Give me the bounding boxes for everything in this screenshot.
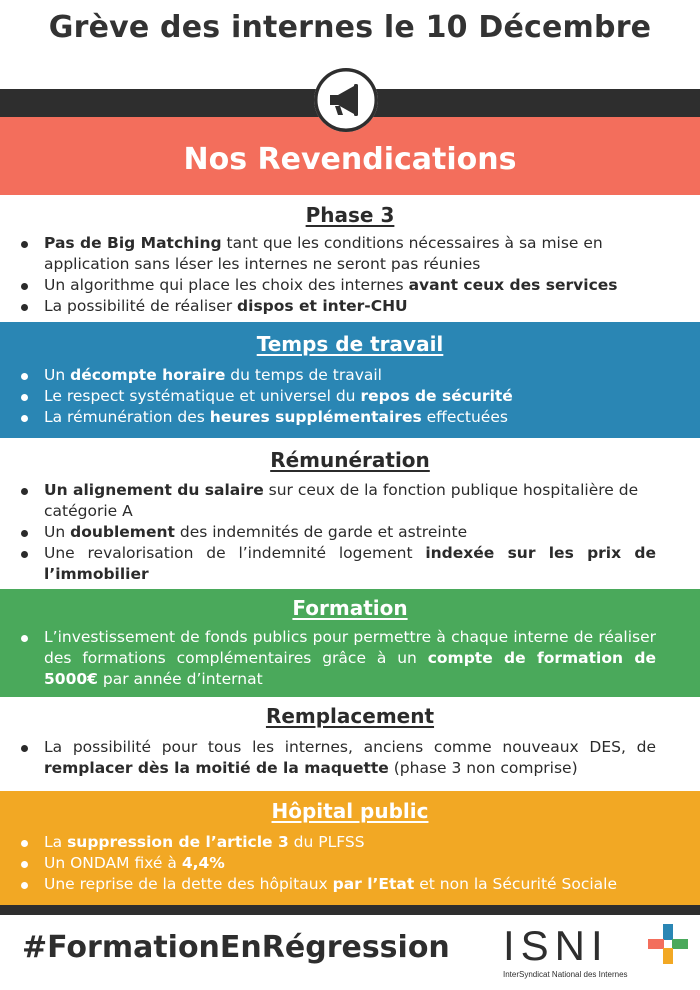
list-item bbox=[0, 480, 700, 522]
text: Un ONDAM fixé à bbox=[44, 854, 182, 872]
text: La possibilité pour tous les internes, anciens comme nouveaux DES, de bbox=[44, 738, 656, 756]
list-item bbox=[0, 365, 700, 386]
list-item bbox=[0, 386, 700, 407]
text: La rémunération des bbox=[44, 408, 210, 426]
item-list bbox=[0, 627, 700, 690]
item-list bbox=[0, 233, 700, 317]
section-remuneration bbox=[0, 438, 700, 589]
text: du PLFSS bbox=[288, 833, 365, 851]
bold-text: avant ceux des services bbox=[408, 276, 618, 294]
text: Un algorithme qui place les choix des internes bbox=[44, 276, 409, 294]
section-remplacement bbox=[0, 697, 700, 791]
section-title: Remplacement bbox=[265, 704, 435, 728]
bold-text: remplacer dès la moitié de la maquette bbox=[44, 759, 389, 777]
megaphone-icon bbox=[314, 68, 378, 132]
bold-text: 4,4% bbox=[181, 854, 225, 872]
page-title: Grève des internes le 10 Décembre bbox=[48, 10, 652, 45]
section-title: Formation bbox=[292, 596, 408, 620]
text: Un bbox=[44, 366, 71, 384]
bold-text: compte de formation de 5000€ bbox=[44, 649, 656, 688]
footer-divider-band bbox=[0, 905, 700, 915]
item-list bbox=[0, 832, 700, 895]
text: Un bbox=[44, 523, 71, 541]
text: Le respect systématique et universel du bbox=[44, 387, 361, 405]
text: L’investissement de fonds publics pour permettre à chaque interne de réaliser des formations complémentaires grâce à un bbox=[44, 628, 656, 667]
text: des indemnités de garde et astreinte bbox=[174, 523, 468, 541]
bold-text: par l’Etat bbox=[332, 875, 415, 893]
subtitle: Nos Revendications bbox=[183, 141, 517, 177]
plus-icon bbox=[648, 924, 688, 964]
item-list bbox=[0, 365, 700, 428]
text: (phase 3 non comprise) bbox=[388, 759, 578, 777]
text: sur ceux de la fonction publique hospitalière de catégorie A bbox=[44, 481, 639, 520]
text: tant que les conditions nécessaires à sa mise en application sans léser les internes ne seront pas réunies bbox=[44, 234, 603, 273]
list-item bbox=[0, 407, 700, 428]
list-item bbox=[0, 543, 700, 585]
section-title: Phase 3 bbox=[305, 203, 395, 227]
bold-text: Un alignement du salaire bbox=[44, 481, 264, 499]
text: Une revalorisation de l’indemnité logement bbox=[44, 544, 426, 562]
text: effectuées bbox=[421, 408, 508, 426]
section-title: Temps de travail bbox=[256, 332, 444, 356]
list-item bbox=[0, 233, 700, 275]
list-item bbox=[0, 275, 700, 296]
logo-text: ISNI bbox=[503, 922, 609, 969]
list-item bbox=[0, 853, 700, 874]
section-title: Hôpital public bbox=[271, 799, 429, 823]
text: La bbox=[44, 833, 68, 851]
isni-logo bbox=[503, 922, 693, 982]
section-title: Rémunération bbox=[270, 448, 430, 472]
section-formation bbox=[0, 589, 700, 697]
text: par année d’internat bbox=[97, 670, 263, 688]
logo-tagline: InterSyndicat National des Internes bbox=[503, 970, 628, 979]
list-item bbox=[0, 832, 700, 853]
list-item bbox=[0, 296, 700, 317]
text: La possibilité de réaliser bbox=[44, 297, 238, 315]
text: et non la Sécurité Sociale bbox=[414, 875, 617, 893]
item-list bbox=[0, 737, 700, 779]
bold-text: dispos et inter-CHU bbox=[237, 297, 408, 315]
section-hopital-public bbox=[0, 791, 700, 905]
bold-text: suppression de l’article 3 bbox=[67, 833, 289, 851]
text: Une reprise de la dette des hôpitaux bbox=[44, 875, 333, 893]
item-list bbox=[0, 480, 700, 585]
section-phase-3 bbox=[0, 195, 700, 322]
list-item bbox=[0, 737, 700, 779]
list-item bbox=[0, 522, 700, 543]
hashtag: #FormationEnRégression bbox=[22, 930, 450, 965]
text: du temps de travail bbox=[225, 366, 382, 384]
list-item bbox=[0, 874, 700, 895]
bold-text: Pas de Big Matching bbox=[44, 234, 222, 252]
bold-text: doublement bbox=[70, 523, 175, 541]
list-item bbox=[0, 627, 700, 690]
section-temps-de-travail bbox=[0, 322, 700, 438]
bold-text: repos de sécurité bbox=[360, 387, 513, 405]
bold-text: décompte horaire bbox=[70, 366, 226, 384]
bold-text: indexée sur les prix de l’immobilier bbox=[44, 544, 656, 583]
bold-text: heures supplémentaires bbox=[209, 408, 422, 426]
